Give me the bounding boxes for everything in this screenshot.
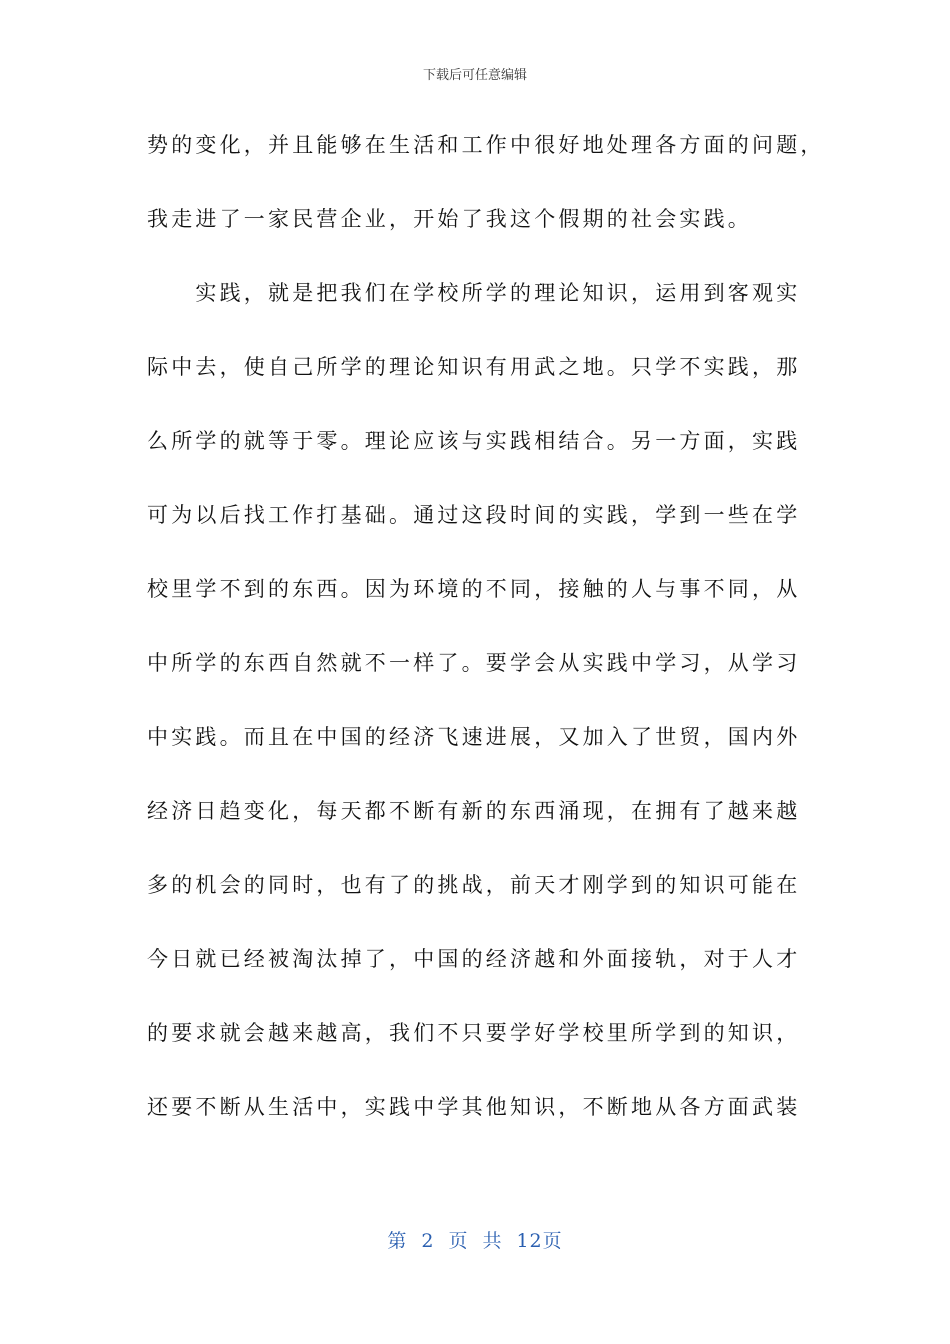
- text-line: 我走进了一家民营企业，开始了我这个假期的社会实践。: [147, 207, 752, 231]
- footer-suffix: 页: [542, 1230, 563, 1252]
- document-body: [147, 118, 825, 1154]
- footer-total-label: 共: [482, 1230, 503, 1252]
- text-line: 势的变化，并且能够在生活和工作中很好地处理各方面的问题，: [147, 133, 825, 157]
- text-line: 际中去，使自己所学的理论知识有用武之地。只学不实践，那: [147, 355, 801, 379]
- text-line: 中所学的东西自然就不一样了。要学会从实践中学习，从学习: [147, 651, 801, 675]
- text-line: 还要不断从生活中，实践中学其他知识，不断地从各方面武装: [147, 1095, 801, 1119]
- text-line: 经济日趋变化，每天都不断有新的东西涌现，在拥有了越来越: [147, 799, 801, 823]
- text-line: 今日就已经被淘汰掉了，中国的经济越和外面接轨，对于人才: [147, 947, 801, 971]
- text-line: 可为以后找工作打基础。通过这段时间的实践，学到一些在学: [147, 503, 801, 527]
- footer-mid: 页: [448, 1230, 469, 1252]
- header-text: 下载后可任意编辑: [422, 68, 527, 83]
- footer-current-page: 2: [421, 1230, 435, 1252]
- text-line: 实践，就是把我们在学校所学的理论知识，运用到客观实: [147, 281, 801, 305]
- text-line: 多的机会的同时，也有了的挑战，前天才刚学到的知识可能在: [147, 873, 801, 897]
- text-line: 校里学不到的东西。因为环境的不同，接触的人与事不同，从: [147, 577, 801, 601]
- footer-total-pages: 12: [516, 1230, 543, 1252]
- footer-prefix: 第: [387, 1230, 408, 1252]
- page-footer: [0, 1226, 950, 1253]
- text-line: 的要求就会越来越高，我们不只要学好学校里所学到的知识，: [147, 1021, 801, 1045]
- text-line: 中实践。而且在中国的经济飞速进展，又加入了世贸，国内外: [147, 725, 801, 749]
- page-header: [0, 64, 950, 83]
- text-line: 么所学的就等于零。理论应该与实践相结合。另一方面，实践: [147, 429, 801, 453]
